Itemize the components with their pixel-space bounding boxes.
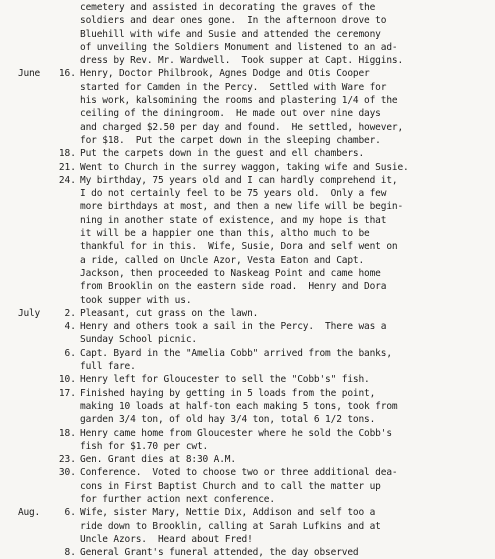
entry-line: his work, kalsomining the rooms and plastering 1/4 of the [80, 95, 398, 107]
diary-entry [18, 387, 487, 427]
entry-line: ning in another state of existence, and my hope is that [80, 214, 387, 226]
entry-line: from Brooklin on the eastern side road. Henry and Dora [80, 281, 387, 293]
entry-text [80, 161, 487, 174]
diary-entry [18, 174, 487, 307]
entry-day: 4. [64, 321, 76, 333]
entry-text [80, 546, 487, 559]
entry-text [80, 453, 487, 466]
entry-line: Wife, sister Mary, Nettie Dix, Addison and self too a [80, 507, 376, 519]
entry-text [80, 427, 487, 454]
entry-day: 21. [58, 161, 76, 173]
entry-day: 6. [64, 347, 76, 359]
entry-line: ride down to Brooklin, calling at Sarah Lufkins and at [80, 520, 381, 532]
entry-day: 6. [64, 507, 76, 519]
entry-line: Bluehill with wife and Susie and attended the ceremony [80, 28, 381, 40]
entry-line: dress by Rev. Mr. Wardwell. Took supper at Capt. Higgins. [80, 55, 404, 67]
entry-text [80, 387, 487, 427]
entry-line: it will be a happier one than this, altho much to be [80, 228, 370, 240]
entry-day: 2. [64, 307, 76, 319]
entry-line: soldiers and dear ones gone. In the afternoon drove to [80, 15, 387, 27]
entry-line: I do not certainly feel to be 75 years old. Only a few [80, 188, 387, 200]
diary-entry [18, 546, 487, 559]
entry-day: 10. [58, 374, 76, 386]
diary-entry [18, 427, 487, 454]
entry-line: ceiling of the diningroom. He made out over nine days [80, 108, 381, 120]
entry-day: 30. [58, 467, 76, 479]
entry-text [80, 373, 487, 386]
entry-day: 17. [58, 387, 76, 399]
entry-line: My birthday, 75 years old and I can hardly comprehend it, [80, 174, 398, 186]
entry-text [80, 67, 487, 147]
entry-line: more birthdays at most, and then a new life will be begin- [80, 201, 404, 213]
entry-text [80, 347, 487, 374]
entry-line: for further action next conference. [80, 493, 275, 505]
diary-entry [18, 466, 487, 506]
entry-day: 23. [58, 454, 76, 466]
entry-line: Put the carpets down in the guest and ell chambers. [80, 148, 365, 160]
entry-line: Jackson, then proceeded to Naskeag Point and came home [80, 267, 381, 279]
entry-line: Went to Church in the surrey waggon, taking wife and Susie. [80, 161, 409, 173]
entry-line: cons in First Baptist Church and to call the matter up [80, 480, 381, 492]
entry-day: 18. [58, 148, 76, 160]
diary-entry [18, 453, 487, 466]
diary-entry [18, 506, 487, 546]
diary-entry [18, 320, 487, 347]
entry-text [80, 307, 487, 320]
entry-day: 16. [58, 68, 76, 80]
entry-line: took supper with us. [80, 294, 192, 306]
entry-line: Capt. Byard in the "Amelia Cobb" arrived from the banks, [80, 347, 392, 359]
entry-line: started for Camden in the Percy. Settled with Ware for [80, 81, 387, 93]
entry-day: 8. [64, 547, 76, 559]
entry-line: cemetery and assisted in decorating the graves of the [80, 2, 376, 13]
diary-entry [18, 307, 487, 320]
entry-text [80, 466, 487, 506]
diary-entry [18, 373, 487, 386]
entry-day: 24. [58, 174, 76, 186]
entry-line: Henry left for Gloucester to sell the "Cobb's" fish. [80, 374, 370, 386]
entry-line: Conference. Voted to choose two or three additional dea- [80, 467, 398, 479]
entry-text [80, 506, 487, 546]
entry-day: 18. [58, 427, 76, 439]
entry-line: for $18. Put the carpet down in the sleeping chamber. [80, 134, 381, 146]
diary-entry [18, 147, 487, 160]
entry-line: Henry came home from Gloucester where he sold the Cobb's [80, 427, 392, 439]
entry-line: General Grant's funeral attended, the day observed [80, 547, 359, 559]
entry-line: garden 3/4 ton, of old hay 3/4 ton, total 6 1/2 tons. [80, 414, 376, 426]
entry-line: of unveiling the Soldiers Monument and listened to an ad- [80, 41, 398, 53]
diary-entry [18, 67, 487, 147]
entry-line: Uncle Azors. Heard about Fred! [80, 533, 253, 545]
entry-line: Henry, Doctor Philbrook, Agnes Dodge and Otis Cooper [80, 68, 370, 80]
entry-line: Gen. Grant dies at 8:30 A.M. [80, 454, 236, 466]
entry-line: thankful for in this. Wife, Susie, Dora and self went on [80, 241, 398, 253]
entry-line: making 10 loads at half-ton each making 5 tons, took from [80, 400, 398, 412]
entry-line: Sunday School picnic. [80, 334, 197, 346]
diary-entry [18, 347, 487, 374]
entry-line: Pleasant, cut grass on the lawn. [80, 307, 259, 319]
entry-text [80, 147, 487, 160]
entry-text [80, 320, 487, 347]
entry-text [80, 174, 487, 307]
entry-line: Henry and others took a sail in the Percy. There was a [80, 321, 387, 333]
entry-month: Aug. [18, 507, 41, 519]
entry-line: and charged $2.50 per day and found. He settled, however, [80, 121, 404, 133]
diary-entry [18, 161, 487, 174]
entry-line: Finished haying by getting in 5 loads from the point, [80, 387, 376, 399]
entry-text [80, 1, 487, 67]
diary-entry [18, 1, 487, 67]
entry-line: fish for $1.70 per cwt. [80, 440, 209, 452]
entry-month: July [18, 307, 41, 319]
entry-month: June [18, 68, 41, 80]
entry-line: a ride, called on Uncle Azor, Vesta Eaton and Capt. [80, 254, 365, 266]
entry-line: full fare. [80, 361, 136, 373]
